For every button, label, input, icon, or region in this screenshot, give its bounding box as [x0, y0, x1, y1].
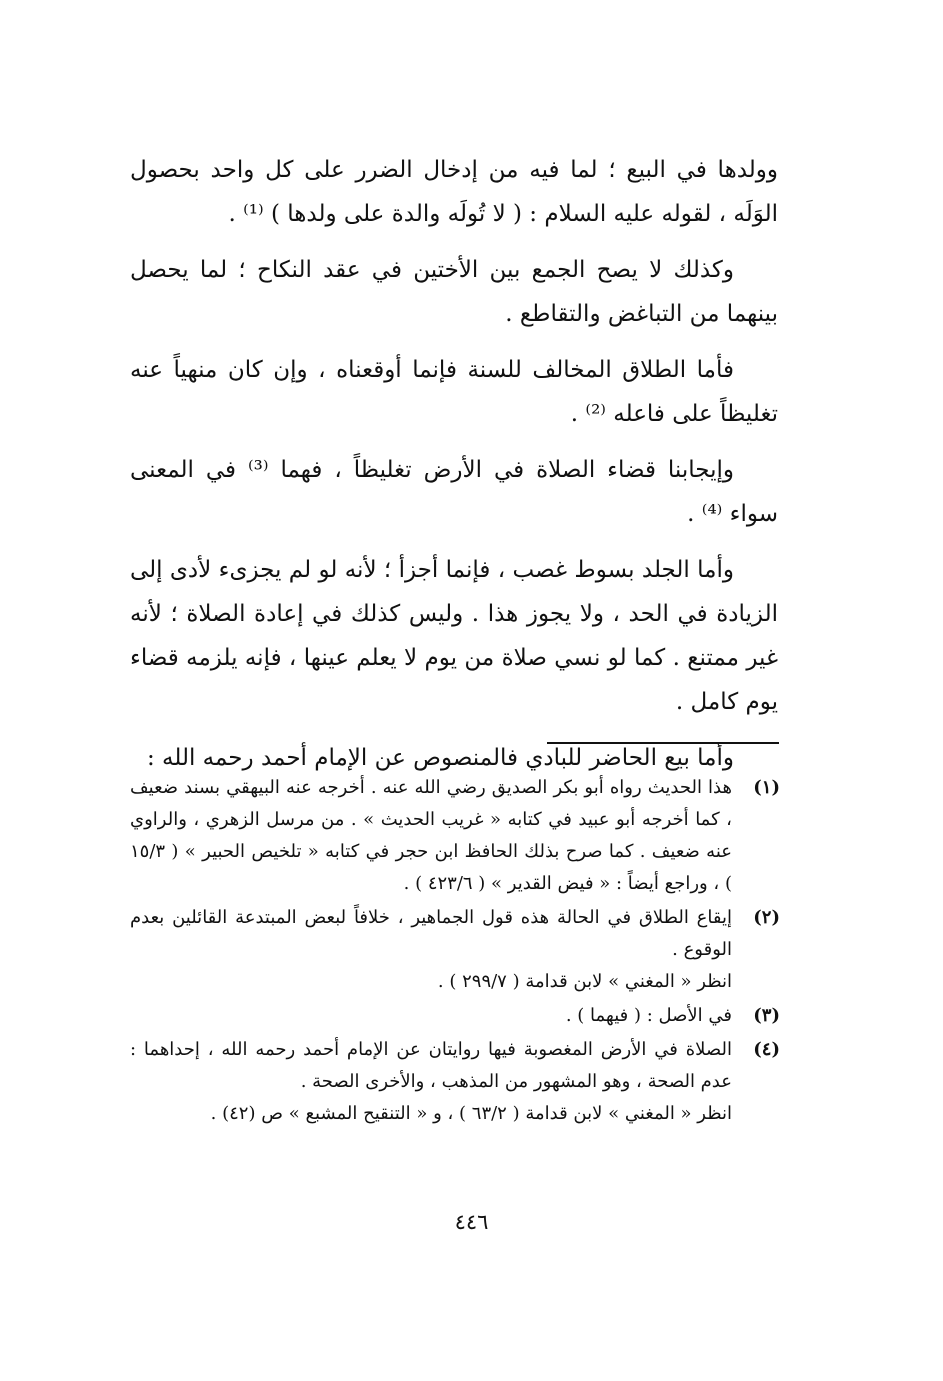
footnote-text	[130, 772, 732, 900]
paragraph: وإيجابنا قضاء الصلاة في الأرض تغليظاً ، فهما ⁽³⁾ في المعنى سواء ⁽⁴⁾ .	[130, 457, 778, 527]
footnote-1	[130, 772, 780, 900]
footnote-number: (٤)	[753, 1039, 780, 1060]
paragraph: وأما الجلد بسوط غصب ، فإنما أجزأ ؛ لأنه لو لم يجزىء لأدى إلى الزيادة في الحد ، ولا يجوز هذا . وليس كذلك في إعادة الصلاة ؛ لأنه غير ممتنع . كما لو نسي صلاة من يوم لا يعلم عينها ، فإنه يلزمه قضاء يوم كامل .	[130, 557, 778, 715]
footnote-number: (١)	[753, 777, 780, 798]
footnote-line: إيقاع الطلاق في الحالة هذه قول الجماهير ، خلافاً لبعض المبتدعة القائلين بعدم الوقوع .	[130, 907, 732, 960]
footnote-separator	[547, 742, 779, 744]
paragraph: فأما الطلاق المخالف للسنة فإنما أوقعناه ، وإن كان منهياً عنه تغليظاً على فاعله ⁽²⁾ .	[130, 357, 778, 427]
footnote-3	[130, 1000, 780, 1032]
paragraph: وكذلك لا يصح الجمع بين الأختين في عقد النكاح ؛ لما يحصل بينهما من التباغض والتقاطع .	[130, 257, 778, 327]
footnote-text	[130, 1000, 732, 1032]
footnote-line: انظر « المغني » لابن قدامة ( ٦٣/٢ ) ، و « التنقيح المشبع » ص (٤٢) .	[210, 1103, 732, 1124]
paragraph: وأما بيع الحاضر للبادي فالمنصوص عن الإمام أحمد رحمه الله :	[146, 745, 734, 771]
page-number: ٤٤٦	[454, 1210, 489, 1234]
footnote-4	[130, 1034, 780, 1130]
footnote-number: (٢)	[753, 907, 780, 928]
paragraph: وولدها في البيع ؛ لما فيه من إدخال الضرر على كل واحد بحصول الوَلَه ، لقوله عليه السلام : ( لا تُولَه والدة على ولدها ) ⁽¹⁾ .	[130, 157, 778, 227]
footnote-text	[130, 1034, 732, 1130]
footnote-line: الصلاة في الأرض المغصوبة فيها روايتان عن الإمام أحمد رحمه الله ، إحداهما : عدم الصحة ، وهو المشهور من المذهب ، والأخرى الصحة .	[130, 1039, 732, 1092]
footnote-line: انظر « المغني » لابن قدامة ( ٢٩٩/٧ ) .	[437, 971, 732, 992]
footnotes	[130, 772, 780, 1132]
footnote-number: (٣)	[753, 1005, 780, 1026]
main-text	[130, 148, 778, 792]
footnote-line: في الأصل : ( فيهما ) .	[565, 1005, 732, 1026]
footnote-line: هذا الحديث رواه أبو بكر الصديق رضي الله عنه . أخرجه عنه البيهقي بسند ضعيف ، كما أخرجه أبو عبيد في كتابه « غريب الحديث » . من مرسل الزهري ، والراوي عنه ضعيف . كما صرح بذلك الحافظ ابن حجر في كتابه « تلخيص الحبير » ( ١٥/٣ ) ، وراجع أيضاً : « فيض القدير » ( ٤٢٣/٦ ) .	[130, 777, 732, 894]
footnote-text	[130, 902, 732, 998]
footnote-2	[130, 902, 780, 998]
